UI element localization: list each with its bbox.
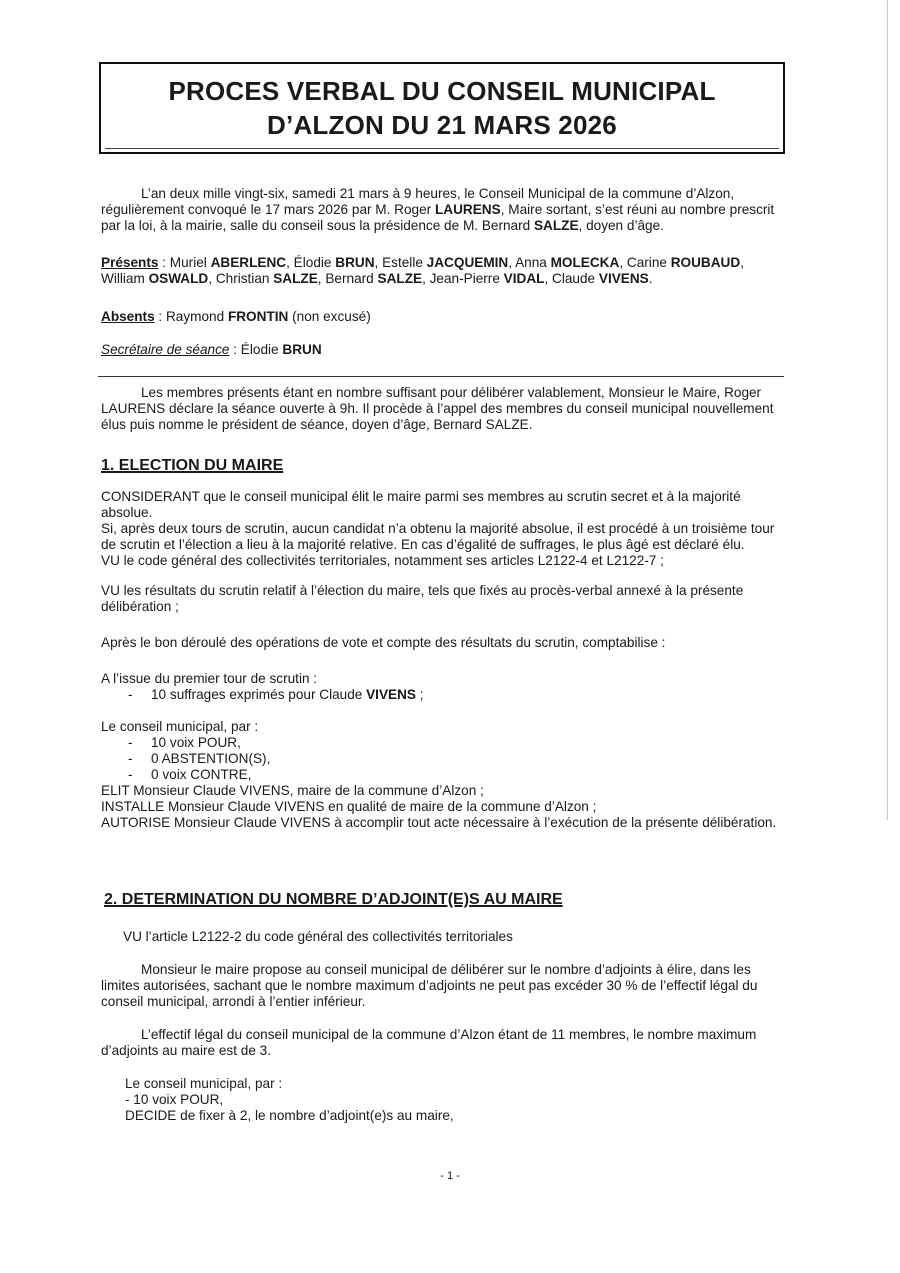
vote-intro: Le conseil municipal, par : (101, 719, 259, 734)
opening-paragraph: Les membres présents étant en nombre suffisant pour délibérer valablement, Monsieur le Maire, Roger LAURENS déclare la séance ouverte à 9h. Il procède à l’appel des membres du conseil municipal nouvellement élus puis nomme le président de séance, doyen d’âge, Bernard SALZE. (101, 385, 774, 432)
autorise-line: AUTORISE Monsieur Claude VIVENS à accomplir tout acte nécessaire à l’exécution de la présente délibération. (101, 815, 777, 830)
title-line-1: PROCES VERBAL DU CONSEIL MUNICIPAL (168, 76, 716, 106)
member-4: Carine ROUBAUD, (626, 255, 744, 270)
scan-edge-line (887, 0, 888, 820)
member-6: Christian SALZE, (215, 271, 326, 286)
premier-tour-paragraph: A l’issue du premier tour de scrutin : (101, 671, 318, 686)
vote-pour-2: - 10 voix POUR, (125, 1092, 224, 1107)
absents-paragraph: Absents : Raymond FRONTIN (non excusé) (101, 309, 371, 324)
presents-paragraph: Présents : Muriel ABERLENC, Élodie BRUN, Estelle JACQUEMIN, Anna MOLECKA, Carine ROUBAUD, William OSWALD, Christian SALZE, Bernard SALZE, Jean-Pierre VIDAL, Claude VIVENS. (101, 255, 744, 286)
page-number: - 1 - (440, 1170, 460, 1182)
member-1: Élodie BRUN, (293, 255, 383, 270)
section-1-body (101, 489, 784, 831)
vote-intro-2: Le conseil municipal, par : (125, 1076, 283, 1091)
member-3: Anna MOLECKA, (515, 255, 627, 270)
installe-line: INSTALLE Monsieur Claude VIVENS en qualité de maire de la commune d’Alzon ; (101, 799, 597, 814)
vote-item: - 0 voix CONTRE, (101, 767, 784, 783)
decide-line: DECIDE de fixer à 2, le nombre d’adjoint(e)s au maire, (125, 1108, 454, 1123)
vote-item: - 0 ABSTENTION(S), (101, 751, 784, 767)
proposition-paragraph: Monsieur le maire propose au conseil municipal de délibérer sur le nombre d’adjoints à élire, dans les limites autorisées, sachant que le nombre maximum d’adjoints ne peut pas excéder 30 % de l’effectif légal du conseil municipal, arrondi à l’entier inférieur. (101, 962, 758, 1009)
vu-code-paragraph: VU le code général des collectivités territoriales, notamment ses articles L2122-4 et L2122-7 ; (101, 553, 664, 568)
vu-resultats-paragraph: VU les résultats du scrutin relatif à l’élection du maire, tels que fixés au procès-verbal annexé à la présente délibération ; (101, 583, 744, 614)
considerant-paragraph: CONSIDERANT que le conseil municipal élit le maire parmi ses membres au scrutin secret et à la majorité absolue. (101, 489, 741, 520)
section-1-heading: 1. ELECTION DU MAIRE (101, 457, 284, 474)
separator-rule (98, 376, 784, 377)
member-2: Estelle JACQUEMIN, (382, 255, 516, 270)
member-5: William OSWALD, (101, 271, 216, 286)
section-2-heading: 2. DETERMINATION DU NOMBRE D’ADJOINT(E)S AU MAIRE (104, 891, 563, 908)
member-0: Muriel ABERLENC, (169, 255, 294, 270)
si-paragraph: Si, après deux tours de scrutin, aucun candidat n’a obtenu la majorité absolue, il est procédé à un troisième tour de scrutin et l’élection a lieu à la majorité relative. En cas d’égalité de suffrages, le plus âgé est déclaré élu. (101, 521, 775, 552)
effectif-paragraph: L’effectif légal du conseil municipal de la commune d’Alzon étant de 11 membres, le nombre maximum d’adjoints au maire est de 3. (101, 1027, 757, 1058)
secretaire-paragraph: Secrétaire de séance : Élodie BRUN (101, 342, 322, 357)
absents-label: Absents (101, 309, 155, 324)
title-box (99, 62, 785, 154)
suffrage-item: - 10 suffrages exprimés pour Claude VIVENS ; (101, 687, 784, 703)
votes-list (101, 735, 784, 783)
suffrages-list (101, 687, 784, 703)
member-8: Jean-Pierre VIDAL, (429, 271, 553, 286)
vote-item: - 10 voix POUR, (101, 735, 784, 751)
presents-label: Présents (101, 255, 159, 270)
members-list (101, 255, 744, 286)
elit-line: ELIT Monsieur Claude VIVENS, maire de la commune d’Alzon ; (101, 783, 484, 798)
section-2-body (101, 929, 784, 1124)
member-7: Bernard SALZE, (325, 271, 430, 286)
title-line-2: D’ALZON DU 21 MARS 2026 (267, 110, 617, 140)
vu-article-paragraph: VU l’article L2122-2 du code général des collectivités territoriales (123, 929, 513, 944)
member-9: Claude VIVENS. (552, 271, 653, 286)
apres-paragraph: Après le bon déroulé des opérations de vote et compte des résultats du scrutin, comptabilise : (101, 635, 666, 650)
intro-paragraph: L’an deux mille vingt-six, samedi 21 mars à 9 heures, le Conseil Municipal de la commune d’Alzon, régulièrement convoqué le 17 mars 2026 par M. Roger LAURENS, Maire sortant, s’est réuni au nombre prescrit par la loi, à la mairie, salle du conseil sous la présidence de M. Bernard SALZE, doyen d’âge. (101, 186, 775, 233)
secretaire-label: Secrétaire de séance (101, 342, 230, 357)
